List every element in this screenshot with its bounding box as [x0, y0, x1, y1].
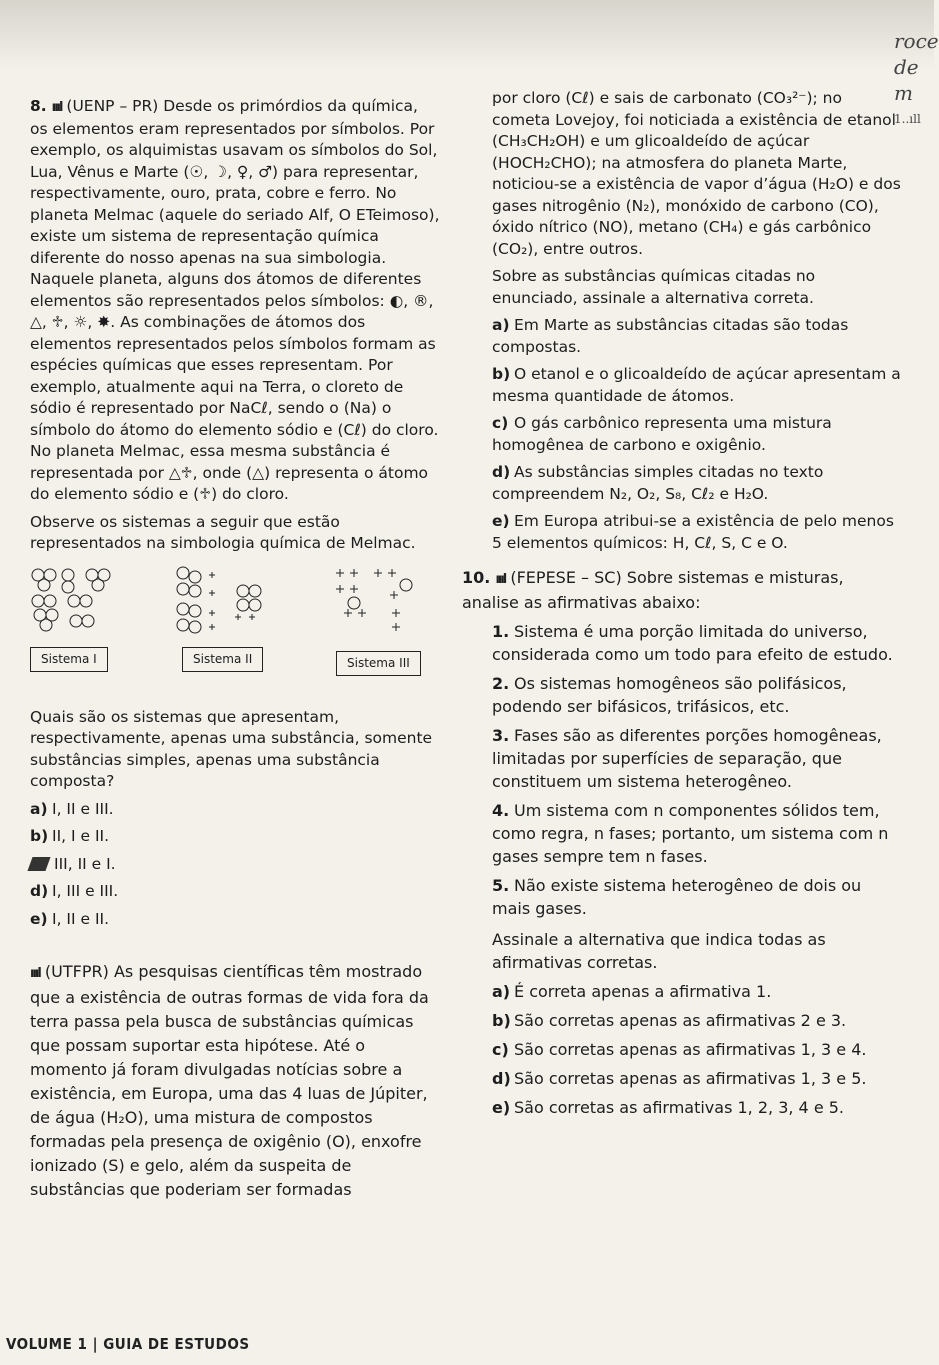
q8-option-a[interactable]: a) I, II e III. [30, 799, 114, 818]
margin-note-line-3: 1..ıll [894, 112, 921, 126]
question-10-number: 10. [462, 568, 491, 587]
q8-option-b[interactable]: b) II, I e II. [30, 827, 110, 845]
question-9-text: As pesquisas científicas têm mostrado que a existência de outras formas de vida fora da terra passa pela busca de substâncias químicas que possam suportar esta hipótese. Até o momento já foram divulgadas notícias sobre a existência, em Europa, uma das 4 luas de Júpiter, de água (H₂O), uma mistura de compostos formadas pela presença de oxigênio (O), enxofre ionizado (S) e gelo, além da suspeita de substâncias que poderiam ser formadas [30, 962, 429, 1199]
q9-option-a[interactable]: a) Em Marte as substâncias citadas são todas compostas. [492, 316, 849, 356]
question-8 [30, 96, 440, 506]
q10-option-d[interactable]: d) São corretas apenas as afirmativas 1, 3 e 5. [492, 1069, 867, 1088]
statement-5: 5. Não existe sistema heterogêneo de dois ou mais gases. [492, 876, 862, 918]
system-3-label: Sistema III [336, 651, 421, 677]
page-top-shadow [0, 0, 939, 70]
q10-option-e[interactable]: e) São corretas as afirmativas 1, 2, 3, 4 e 5. [492, 1098, 845, 1117]
question-8-number: 8. [30, 97, 47, 115]
system-2-label: Sistema II [182, 647, 263, 673]
statement-2: 2. Os sistemas homogêneos são polifásicos, podendo ser bifásicos, trifásicos, etc. [492, 674, 847, 716]
question-10-statements [492, 620, 902, 920]
q10-option-b[interactable]: b) São corretas apenas as afirmativas 2 e 3. [492, 1011, 847, 1030]
q9-option-d[interactable]: d) As substâncias simples citadas no texto compreendem N₂, O₂, S₈, Cℓ₂ e H₂O. [492, 463, 824, 503]
question-10-text: Sobre sistemas e misturas, analise as afirmativas abaixo: [462, 568, 844, 612]
statement-1: 1. Sistema é uma porção limitada do universo, considerada como um todo para efeito de estudo. [492, 622, 893, 664]
question-9-prompt: Sobre as substâncias químicas citadas no enunciado, assinale a alternativa correta. [492, 267, 816, 307]
systems-figure [30, 565, 440, 685]
margin-note-line-1: roce [894, 29, 939, 53]
statement-4: 4. Um sistema com n componentes sólidos tem, como regra, n fases; portanto, um sistema com n gases sempre tem n fases. [492, 801, 889, 866]
q10-option-c[interactable]: c) São corretas apenas as afirmativas 1, 3 e 4. [492, 1040, 867, 1059]
question-8-source: (UENP – PR) [66, 97, 159, 115]
q8-option-e[interactable]: e) I, II e II. [30, 909, 110, 928]
question-9-options [492, 315, 902, 554]
difficulty-bars-icon: ıııl [495, 572, 506, 587]
difficulty-bars-icon: ıııl [51, 100, 62, 115]
question-8-text: Desde os primórdios da química, os elementos eram representados por símbolos. Por exemplo, os alquimistas usavam os símbolos do Sol, Lua, Vênus e Marte (☉, ☽, ♀, ♂) para representar, respectivamente, ouro, prata, cobre e ferro. No planeta Melmac (aquele do seriado Alf, O ETeimoso), existe um sistema de representação química diferente do nosso apenas na sua simbologia. Naquele planeta, alguns dos átomos de diferentes elementos são representados pelos símbolos: ◐, ®, △, ♱, ☼, ✸. As combinações de átomos dos elementos representados pelos símbolos formam as espécies químicas que esses representam. Por exemplo, atualmente aqui na Terra, o cloreto de sódio é representado por NaCℓ, sendo o (Na) o símbolo do átomo do elemento sódio e (Cℓ) do cloro. No planeta Melmac, essa mesma substância é representada por △♱, onde (△) representa o átomo do elemento sódio e (♱) do cloro. [30, 97, 440, 503]
system-1-label: Sistema I [30, 647, 108, 673]
answer-mark-icon [27, 857, 50, 871]
q9-option-b[interactable]: b) O etanol e o glicoaldeído de açúcar apresentam a mesma quantidade de átomos. [492, 365, 901, 405]
system-2-diagram [175, 565, 305, 645]
question-8-observe: Observe os sistemas a seguir que estão representados na simbologia química de Melmac. [30, 512, 416, 552]
system-3-diagram [330, 565, 450, 645]
question-10 [462, 566, 902, 614]
question-10-prompt: Assinale a alternativa que indica todas as afirmativas corretas. [492, 930, 826, 972]
question-9 [30, 960, 440, 1202]
left-column [30, 96, 440, 1202]
question-9-source: (UTFPR) [44, 962, 109, 981]
question-9-continued: por cloro (Cℓ) e sais de carbonato (CO₃²⁻); no cometa Lovejoy, foi noticiada a existência de etanol (CH₃CH₂OH) e um glicoaldeído de açúcar (HOCH₂CHO); na atmosfera do planeta Marte, noticiou-se a existência de vapor d’água (H₂O) e dos gases nitrogênio (N₂), monóxido de carbono (CO), óxido nítrico (NO), metano (CH₄) e gás carbônico (CO₂), entre outros. [492, 89, 901, 258]
question-8-prompt: Quais são os sistemas que apresentam, respectivamente, apenas uma substância, somente substâncias simples, apenas uma substância composta? [30, 707, 433, 790]
right-column [462, 88, 902, 1119]
system-1-diagram [30, 565, 140, 645]
margin-note-line-2: de m [894, 55, 919, 105]
q10-option-a[interactable]: a) É correta apenas a afirmativa 1. [492, 982, 772, 1001]
question-10-options [492, 980, 902, 1119]
question-8-options [30, 799, 440, 931]
question-10-source: (FEPESE – SC) [510, 568, 622, 587]
q9-option-c[interactable]: c) O gás carbônico representa uma mistura homogênea de carbono e oxigênio. [492, 414, 832, 454]
difficulty-bars-icon: ıııl [30, 966, 40, 981]
footer: VOLUME 1 | GUIA DE ESTUDOS [6, 1335, 250, 1353]
q8-option-c[interactable]: III, II e I. [30, 854, 440, 876]
q8-option-d[interactable]: d) I, III e III. [30, 882, 119, 900]
q9-option-e[interactable]: e) Em Europa atribui-se a existência de pelo menos 5 elementos químicos: H, Cℓ, S, C e O. [492, 512, 894, 552]
statement-3: 3. Fases são as diferentes porções homogêneas, limitadas por superfícies de separação, que constituem um sistema heterogêneo. [492, 726, 882, 791]
